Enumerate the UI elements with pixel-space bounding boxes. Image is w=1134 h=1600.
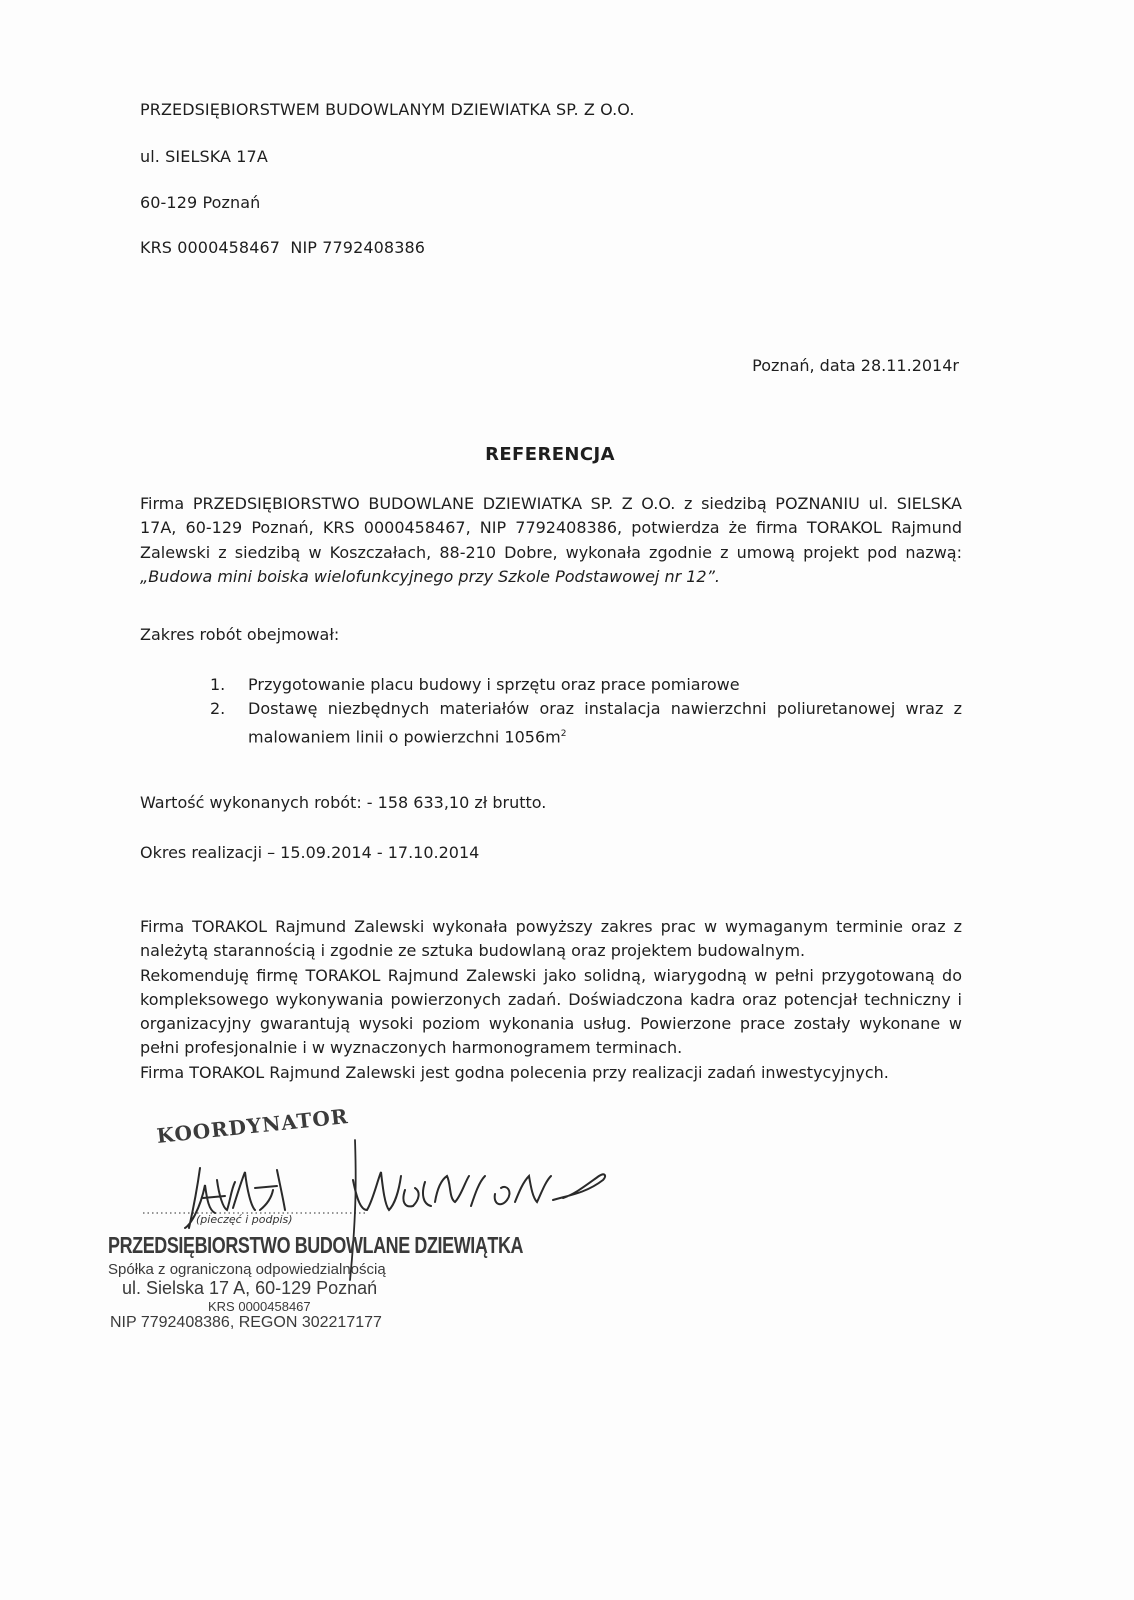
list-item [210, 673, 962, 697]
intro-paragraph [140, 492, 962, 589]
seal-and-signature-label: (pieczęć i podpis) [196, 1213, 293, 1226]
list-item-text: Przygotowanie placu budowy i sprzętu oraz prace pomiarowe [248, 675, 740, 694]
stamp-nip-regon: NIP 7792408386, REGON 302217177 [110, 1314, 382, 1331]
stamp-company-type: Spółka z ograniczoną odpowiedzialnością [108, 1261, 386, 1278]
closing-sentence-3: Firma TORAKOL Rajmund Zalewski jest godna polecenia przy realizacji zadań inwestycyjnych. [140, 1062, 889, 1082]
closing-paragraph [140, 915, 962, 1085]
company-stamp [108, 1232, 640, 1332]
stamp-address: ul. Sielska 17 A, 60-129 Poznań [122, 1278, 378, 1298]
list-item-number: 1. [210, 675, 226, 694]
intro-text: Firma PRZEDSIĘBIORSTWO BUDOWLANE DZIEWIATKA SP. Z O.O. z siedzibą POZNANIU ul. SIELSKA 17A, 60-129 Poznań, KRS 0000458467, NIP 7792408386, potwierdza że firma TORAKOL Rajmund Zalewski z siedzibą w Koszczałach, 88-210 Dobre, wykonała zgodnie z umową projekt pod nazwą: [140, 494, 962, 562]
list-item-number: 2. [210, 699, 226, 719]
list-item-text-wrap [248, 697, 962, 749]
period-line: Okres realizacji – 15.09.2014 - 17.10.2014 [140, 843, 480, 862]
document-title: REFERENCJA [485, 444, 615, 465]
header-company: PRZEDSIĘBIORSTWEM BUDOWLANYM DZIEWIATKA SP. Z O.O. [140, 100, 635, 119]
list-item-text: Dostawę niezbędnych materiałów oraz instalacja nawierzchni poliuretanowej wraz z malowaniem linii o powierzchni 1056m [248, 699, 962, 746]
scope-list [210, 673, 962, 749]
coordinator-stamp: KOORDYNATOR [155, 1104, 350, 1148]
stamp-krs: KRS 0000458467 [208, 1299, 311, 1314]
date-line: Poznań, data 28.11.2014r [752, 356, 959, 375]
value-line: Wartość wykonanych robót: - 158 633,10 zł brutto. [140, 793, 547, 812]
list-item [210, 697, 962, 749]
closing-sentence-1: Firma TORAKOL Rajmund Zalewski wykonała powyższy zakres prac w wymaganym terminie oraz z należytą starannością i zgodnie ze sztuka budowlaną oraz projektem budowalnym. [140, 917, 962, 961]
project-name: „Budowa mini boiska wielofunkcyjnego przy Szkole Podstawowej nr 12”. [140, 566, 720, 586]
superscript: 2 [560, 728, 567, 739]
closing-sentence-2: Rekomenduję firmę TORAKOL Rajmund Zalewski jako solidną, wiarygodną w pełni przygotowaną do kompleksowego wykonywania powierzonych zadań. Doświadczona kadra oraz potencjał techniczny i organizacyjny gwarantują wysoki poziom wykonania usług. Powierzone prace zostały wykonane w pełni profesjonalnie i w wyznaczonych harmonogramem terminach. [140, 965, 962, 1058]
scope-label: Zakres robót obejmował: [140, 625, 340, 644]
header-street: ul. SIELSKA 17A [140, 147, 268, 166]
header-registry: KRS 0000458467 NIP 7792408386 [140, 238, 426, 257]
header-city: 60-129 Poznań [140, 193, 261, 212]
stamp-company-name: PRZEDSIĘBIORSTWO BUDOWLANE DZIEWIĄTKA [108, 1232, 524, 1258]
